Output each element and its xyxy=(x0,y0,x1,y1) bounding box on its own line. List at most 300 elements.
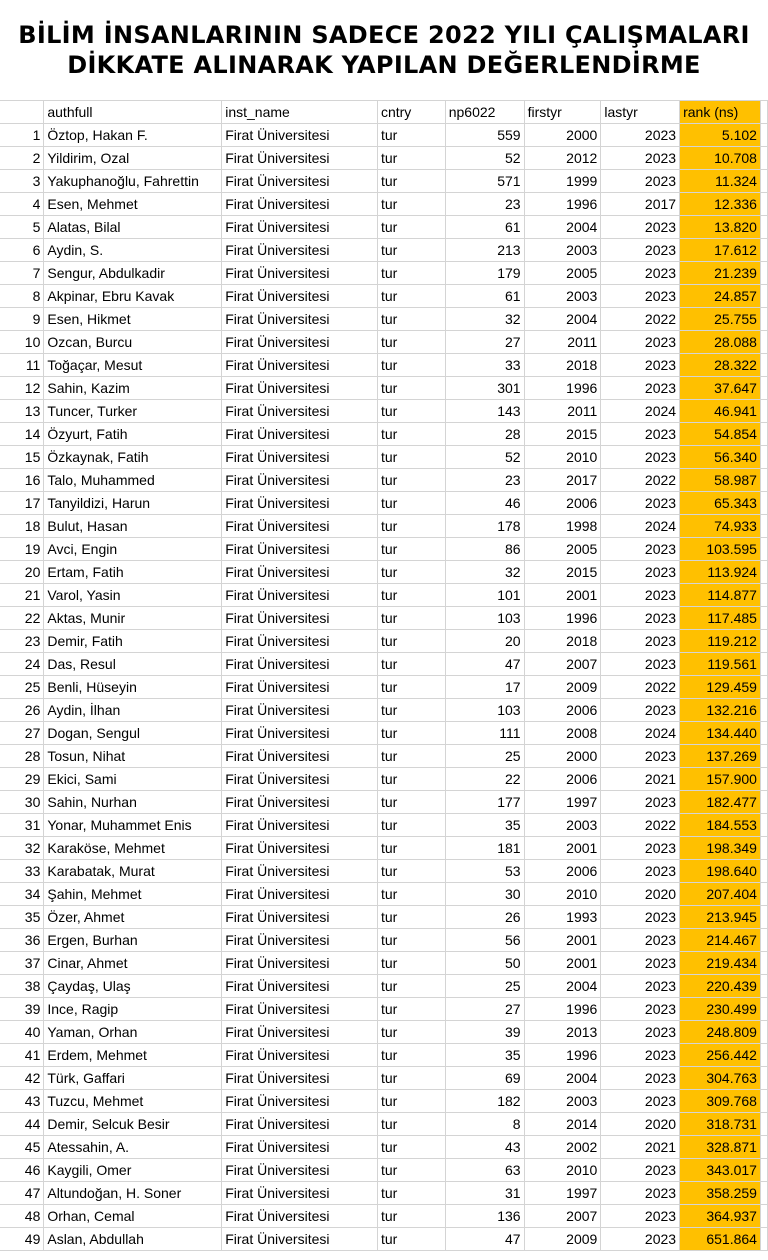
np6022-cell[interactable]: 27 xyxy=(445,998,524,1021)
row-index[interactable]: 13 xyxy=(0,400,44,423)
firstyr-cell[interactable]: 2007 xyxy=(524,1205,601,1228)
cntry-cell[interactable]: tur xyxy=(377,584,445,607)
inst-name-cell[interactable]: Firat Üniversitesi xyxy=(222,584,378,607)
lastyr-cell[interactable]: 2023 xyxy=(601,1044,680,1067)
lastyr-cell[interactable]: 2023 xyxy=(601,653,680,676)
authfull-cell[interactable]: Benli, Hüseyin xyxy=(44,676,222,699)
edge-cell[interactable] xyxy=(760,1067,767,1090)
edge-cell[interactable] xyxy=(760,906,767,929)
np6022-cell[interactable]: 52 xyxy=(445,147,524,170)
firstyr-cell[interactable]: 2009 xyxy=(524,1228,601,1251)
authfull-cell[interactable]: Kaygili, Omer xyxy=(44,1159,222,1182)
np6022-cell[interactable]: 32 xyxy=(445,561,524,584)
row-index[interactable]: 36 xyxy=(0,929,44,952)
np6022-cell[interactable]: 181 xyxy=(445,837,524,860)
rank-cell[interactable]: 318.731 xyxy=(680,1113,761,1136)
firstyr-cell[interactable]: 2003 xyxy=(524,285,601,308)
authfull-cell[interactable]: Tanyildizi, Harun xyxy=(44,492,222,515)
firstyr-cell[interactable]: 2018 xyxy=(524,354,601,377)
rank-cell[interactable]: 65.343 xyxy=(680,492,761,515)
inst-name-cell[interactable]: Firat Üniversitesi xyxy=(222,814,378,837)
lastyr-cell[interactable]: 2023 xyxy=(601,929,680,952)
cntry-cell[interactable]: tur xyxy=(377,1067,445,1090)
cntry-cell[interactable]: tur xyxy=(377,837,445,860)
authfull-cell[interactable]: Sahin, Kazim xyxy=(44,377,222,400)
np6022-cell[interactable]: 28 xyxy=(445,423,524,446)
lastyr-cell[interactable]: 2023 xyxy=(601,1228,680,1251)
inst-name-cell[interactable]: Firat Üniversitesi xyxy=(222,377,378,400)
firstyr-cell[interactable]: 2004 xyxy=(524,975,601,998)
cntry-cell[interactable]: tur xyxy=(377,722,445,745)
rank-cell[interactable]: 651.864 xyxy=(680,1228,761,1251)
header-rank-ns[interactable]: rank (ns) xyxy=(680,101,761,124)
firstyr-cell[interactable]: 2014 xyxy=(524,1113,601,1136)
edge-cell[interactable] xyxy=(760,377,767,400)
edge-cell[interactable] xyxy=(760,331,767,354)
lastyr-cell[interactable]: 2023 xyxy=(601,860,680,883)
lastyr-cell[interactable]: 2023 xyxy=(601,492,680,515)
firstyr-cell[interactable]: 2003 xyxy=(524,814,601,837)
cntry-cell[interactable]: tur xyxy=(377,147,445,170)
row-index[interactable]: 37 xyxy=(0,952,44,975)
inst-name-cell[interactable]: Firat Üniversitesi xyxy=(222,285,378,308)
row-index[interactable]: 38 xyxy=(0,975,44,998)
row-index[interactable]: 12 xyxy=(0,377,44,400)
authfull-cell[interactable]: Sahin, Nurhan xyxy=(44,791,222,814)
firstyr-cell[interactable]: 2018 xyxy=(524,630,601,653)
inst-name-cell[interactable]: Firat Üniversitesi xyxy=(222,239,378,262)
header-lastyr[interactable]: lastyr xyxy=(601,101,680,124)
rank-cell[interactable]: 182.477 xyxy=(680,791,761,814)
lastyr-cell[interactable]: 2023 xyxy=(601,1205,680,1228)
authfull-cell[interactable]: Demir, Fatih xyxy=(44,630,222,653)
authfull-cell[interactable]: Atessahin, A. xyxy=(44,1136,222,1159)
firstyr-cell[interactable]: 2006 xyxy=(524,860,601,883)
rank-cell[interactable]: 117.485 xyxy=(680,607,761,630)
cntry-cell[interactable]: tur xyxy=(377,883,445,906)
rank-cell[interactable]: 56.340 xyxy=(680,446,761,469)
np6022-cell[interactable]: 33 xyxy=(445,354,524,377)
authfull-cell[interactable]: Toğaçar, Mesut xyxy=(44,354,222,377)
lastyr-cell[interactable]: 2021 xyxy=(601,1136,680,1159)
rank-cell[interactable]: 28.322 xyxy=(680,354,761,377)
inst-name-cell[interactable]: Firat Üniversitesi xyxy=(222,538,378,561)
cntry-cell[interactable]: tur xyxy=(377,952,445,975)
inst-name-cell[interactable]: Firat Üniversitesi xyxy=(222,768,378,791)
cntry-cell[interactable]: tur xyxy=(377,653,445,676)
rank-cell[interactable]: 198.349 xyxy=(680,837,761,860)
inst-name-cell[interactable]: Firat Üniversitesi xyxy=(222,676,378,699)
firstyr-cell[interactable]: 2013 xyxy=(524,1021,601,1044)
inst-name-cell[interactable]: Firat Üniversitesi xyxy=(222,147,378,170)
row-index[interactable]: 24 xyxy=(0,653,44,676)
authfull-cell[interactable]: Özkaynak, Fatih xyxy=(44,446,222,469)
inst-name-cell[interactable]: Firat Üniversitesi xyxy=(222,883,378,906)
cntry-cell[interactable]: tur xyxy=(377,1090,445,1113)
authfull-cell[interactable]: Akpinar, Ebru Kavak xyxy=(44,285,222,308)
row-index[interactable]: 46 xyxy=(0,1159,44,1182)
np6022-cell[interactable]: 46 xyxy=(445,492,524,515)
lastyr-cell[interactable]: 2021 xyxy=(601,768,680,791)
np6022-cell[interactable]: 69 xyxy=(445,1067,524,1090)
np6022-cell[interactable]: 571 xyxy=(445,170,524,193)
lastyr-cell[interactable]: 2024 xyxy=(601,722,680,745)
lastyr-cell[interactable]: 2023 xyxy=(601,837,680,860)
authfull-cell[interactable]: Dogan, Sengul xyxy=(44,722,222,745)
rank-cell[interactable]: 230.499 xyxy=(680,998,761,1021)
header-index-cell[interactable] xyxy=(0,101,44,124)
inst-name-cell[interactable]: Firat Üniversitesi xyxy=(222,1021,378,1044)
firstyr-cell[interactable]: 1996 xyxy=(524,1044,601,1067)
firstyr-cell[interactable]: 2015 xyxy=(524,561,601,584)
rank-cell[interactable]: 358.259 xyxy=(680,1182,761,1205)
authfull-cell[interactable]: Aslan, Abdullah xyxy=(44,1228,222,1251)
row-index[interactable]: 20 xyxy=(0,561,44,584)
cntry-cell[interactable]: tur xyxy=(377,446,445,469)
cntry-cell[interactable]: tur xyxy=(377,607,445,630)
row-index[interactable]: 2 xyxy=(0,147,44,170)
authfull-cell[interactable]: Aydin, İlhan xyxy=(44,699,222,722)
cntry-cell[interactable]: tur xyxy=(377,860,445,883)
firstyr-cell[interactable]: 2006 xyxy=(524,699,601,722)
inst-name-cell[interactable]: Firat Üniversitesi xyxy=(222,1182,378,1205)
row-index[interactable]: 18 xyxy=(0,515,44,538)
lastyr-cell[interactable]: 2020 xyxy=(601,883,680,906)
inst-name-cell[interactable]: Firat Üniversitesi xyxy=(222,998,378,1021)
cntry-cell[interactable]: tur xyxy=(377,906,445,929)
row-index[interactable]: 41 xyxy=(0,1044,44,1067)
inst-name-cell[interactable]: Firat Üniversitesi xyxy=(222,1044,378,1067)
inst-name-cell[interactable]: Firat Üniversitesi xyxy=(222,1113,378,1136)
inst-name-cell[interactable]: Firat Üniversitesi xyxy=(222,699,378,722)
lastyr-cell[interactable]: 2023 xyxy=(601,124,680,147)
rank-cell[interactable]: 132.216 xyxy=(680,699,761,722)
lastyr-cell[interactable]: 2023 xyxy=(601,952,680,975)
edge-cell[interactable] xyxy=(760,1136,767,1159)
firstyr-cell[interactable]: 1996 xyxy=(524,193,601,216)
authfull-cell[interactable]: Cinar, Ahmet xyxy=(44,952,222,975)
np6022-cell[interactable]: 101 xyxy=(445,584,524,607)
firstyr-cell[interactable]: 2010 xyxy=(524,883,601,906)
inst-name-cell[interactable]: Firat Üniversitesi xyxy=(222,607,378,630)
np6022-cell[interactable]: 559 xyxy=(445,124,524,147)
rank-cell[interactable]: 198.640 xyxy=(680,860,761,883)
row-index[interactable]: 25 xyxy=(0,676,44,699)
edge-cell[interactable] xyxy=(760,469,767,492)
row-index[interactable]: 44 xyxy=(0,1113,44,1136)
lastyr-cell[interactable]: 2023 xyxy=(601,630,680,653)
np6022-cell[interactable]: 17 xyxy=(445,676,524,699)
authfull-cell[interactable]: Demir, Selcuk Besir xyxy=(44,1113,222,1136)
edge-cell[interactable] xyxy=(760,860,767,883)
firstyr-cell[interactable]: 2009 xyxy=(524,676,601,699)
cntry-cell[interactable]: tur xyxy=(377,676,445,699)
edge-cell[interactable] xyxy=(760,446,767,469)
edge-cell[interactable] xyxy=(760,722,767,745)
np6022-cell[interactable]: 22 xyxy=(445,768,524,791)
firstyr-cell[interactable]: 2004 xyxy=(524,216,601,239)
rank-cell[interactable]: 37.647 xyxy=(680,377,761,400)
rank-cell[interactable]: 119.561 xyxy=(680,653,761,676)
np6022-cell[interactable]: 52 xyxy=(445,446,524,469)
np6022-cell[interactable]: 179 xyxy=(445,262,524,285)
np6022-cell[interactable]: 23 xyxy=(445,193,524,216)
authfull-cell[interactable]: Tosun, Nihat xyxy=(44,745,222,768)
rank-cell[interactable]: 256.442 xyxy=(680,1044,761,1067)
firstyr-cell[interactable]: 1996 xyxy=(524,998,601,1021)
lastyr-cell[interactable]: 2023 xyxy=(601,1159,680,1182)
authfull-cell[interactable]: Karabatak, Murat xyxy=(44,860,222,883)
lastyr-cell[interactable]: 2023 xyxy=(601,906,680,929)
row-index[interactable]: 47 xyxy=(0,1182,44,1205)
authfull-cell[interactable]: Yonar, Muhammet Enis xyxy=(44,814,222,837)
cntry-cell[interactable]: tur xyxy=(377,216,445,239)
edge-cell[interactable] xyxy=(760,630,767,653)
lastyr-cell[interactable]: 2023 xyxy=(601,239,680,262)
authfull-cell[interactable]: Esen, Mehmet xyxy=(44,193,222,216)
cntry-cell[interactable]: tur xyxy=(377,377,445,400)
inst-name-cell[interactable]: Firat Üniversitesi xyxy=(222,952,378,975)
lastyr-cell[interactable]: 2023 xyxy=(601,791,680,814)
lastyr-cell[interactable]: 2022 xyxy=(601,469,680,492)
np6022-cell[interactable]: 25 xyxy=(445,975,524,998)
authfull-cell[interactable]: Tuncer, Turker xyxy=(44,400,222,423)
authfull-cell[interactable]: Şahin, Mehmet xyxy=(44,883,222,906)
rank-cell[interactable]: 24.857 xyxy=(680,285,761,308)
firstyr-cell[interactable]: 2001 xyxy=(524,837,601,860)
np6022-cell[interactable]: 26 xyxy=(445,906,524,929)
firstyr-cell[interactable]: 2011 xyxy=(524,400,601,423)
np6022-cell[interactable]: 63 xyxy=(445,1159,524,1182)
cntry-cell[interactable]: tur xyxy=(377,814,445,837)
rank-cell[interactable]: 219.434 xyxy=(680,952,761,975)
firstyr-cell[interactable]: 2003 xyxy=(524,1090,601,1113)
authfull-cell[interactable]: Türk, Gaffari xyxy=(44,1067,222,1090)
inst-name-cell[interactable]: Firat Üniversitesi xyxy=(222,837,378,860)
lastyr-cell[interactable]: 2020 xyxy=(601,1113,680,1136)
rank-cell[interactable]: 113.924 xyxy=(680,561,761,584)
firstyr-cell[interactable]: 1996 xyxy=(524,607,601,630)
lastyr-cell[interactable]: 2022 xyxy=(601,308,680,331)
edge-cell[interactable] xyxy=(760,1205,767,1228)
authfull-cell[interactable]: Ozcan, Burcu xyxy=(44,331,222,354)
inst-name-cell[interactable]: Firat Üniversitesi xyxy=(222,308,378,331)
authfull-cell[interactable]: Ince, Ragip xyxy=(44,998,222,1021)
rank-cell[interactable]: 25.755 xyxy=(680,308,761,331)
row-index[interactable]: 29 xyxy=(0,768,44,791)
rank-cell[interactable]: 220.439 xyxy=(680,975,761,998)
cntry-cell[interactable]: tur xyxy=(377,515,445,538)
header-cntry[interactable]: cntry xyxy=(377,101,445,124)
edge-cell[interactable] xyxy=(760,1044,767,1067)
cntry-cell[interactable]: tur xyxy=(377,1113,445,1136)
inst-name-cell[interactable]: Firat Üniversitesi xyxy=(222,630,378,653)
inst-name-cell[interactable]: Firat Üniversitesi xyxy=(222,354,378,377)
rank-cell[interactable]: 28.088 xyxy=(680,331,761,354)
authfull-cell[interactable]: Bulut, Hasan xyxy=(44,515,222,538)
header-authfull[interactable]: authfull xyxy=(44,101,222,124)
rank-cell[interactable]: 364.937 xyxy=(680,1205,761,1228)
lastyr-cell[interactable]: 2022 xyxy=(601,676,680,699)
rank-cell[interactable]: 214.467 xyxy=(680,929,761,952)
rank-cell[interactable]: 129.459 xyxy=(680,676,761,699)
np6022-cell[interactable]: 53 xyxy=(445,860,524,883)
rank-cell[interactable]: 207.404 xyxy=(680,883,761,906)
lastyr-cell[interactable]: 2023 xyxy=(601,147,680,170)
authfull-cell[interactable]: Yakuphanoğlu, Fahrettin xyxy=(44,170,222,193)
authfull-cell[interactable]: Orhan, Cemal xyxy=(44,1205,222,1228)
firstyr-cell[interactable]: 2001 xyxy=(524,929,601,952)
row-index[interactable]: 34 xyxy=(0,883,44,906)
np6022-cell[interactable]: 143 xyxy=(445,400,524,423)
cntry-cell[interactable]: tur xyxy=(377,193,445,216)
rank-cell[interactable]: 114.877 xyxy=(680,584,761,607)
inst-name-cell[interactable]: Firat Üniversitesi xyxy=(222,469,378,492)
np6022-cell[interactable]: 86 xyxy=(445,538,524,561)
authfull-cell[interactable]: Karaköse, Mehmet xyxy=(44,837,222,860)
np6022-cell[interactable]: 27 xyxy=(445,331,524,354)
inst-name-cell[interactable]: Firat Üniversitesi xyxy=(222,423,378,446)
np6022-cell[interactable]: 61 xyxy=(445,285,524,308)
lastyr-cell[interactable]: 2023 xyxy=(601,170,680,193)
edge-cell[interactable] xyxy=(760,768,767,791)
lastyr-cell[interactable]: 2023 xyxy=(601,1021,680,1044)
cntry-cell[interactable]: tur xyxy=(377,791,445,814)
authfull-cell[interactable]: Aktas, Munir xyxy=(44,607,222,630)
firstyr-cell[interactable]: 2006 xyxy=(524,768,601,791)
edge-cell[interactable] xyxy=(760,400,767,423)
inst-name-cell[interactable]: Firat Üniversitesi xyxy=(222,745,378,768)
cntry-cell[interactable]: tur xyxy=(377,975,445,998)
lastyr-cell[interactable]: 2023 xyxy=(601,975,680,998)
row-index[interactable]: 6 xyxy=(0,239,44,262)
inst-name-cell[interactable]: Firat Üniversitesi xyxy=(222,400,378,423)
edge-cell[interactable] xyxy=(760,676,767,699)
np6022-cell[interactable]: 213 xyxy=(445,239,524,262)
firstyr-cell[interactable]: 2000 xyxy=(524,745,601,768)
row-index[interactable]: 14 xyxy=(0,423,44,446)
np6022-cell[interactable]: 43 xyxy=(445,1136,524,1159)
row-index[interactable]: 33 xyxy=(0,860,44,883)
lastyr-cell[interactable]: 2023 xyxy=(601,423,680,446)
rank-cell[interactable]: 343.017 xyxy=(680,1159,761,1182)
row-index[interactable]: 10 xyxy=(0,331,44,354)
lastyr-cell[interactable]: 2022 xyxy=(601,814,680,837)
firstyr-cell[interactable]: 2010 xyxy=(524,1159,601,1182)
firstyr-cell[interactable]: 2007 xyxy=(524,653,601,676)
rank-cell[interactable]: 13.820 xyxy=(680,216,761,239)
row-index[interactable]: 22 xyxy=(0,607,44,630)
authfull-cell[interactable]: Esen, Hikmet xyxy=(44,308,222,331)
authfull-cell[interactable]: Altundoğan, H. Soner xyxy=(44,1182,222,1205)
cntry-cell[interactable]: tur xyxy=(377,423,445,446)
np6022-cell[interactable]: 32 xyxy=(445,308,524,331)
lastyr-cell[interactable]: 2023 xyxy=(601,446,680,469)
lastyr-cell[interactable]: 2023 xyxy=(601,216,680,239)
np6022-cell[interactable]: 136 xyxy=(445,1205,524,1228)
authfull-cell[interactable]: Talo, Muhammed xyxy=(44,469,222,492)
firstyr-cell[interactable]: 1998 xyxy=(524,515,601,538)
firstyr-cell[interactable]: 2006 xyxy=(524,492,601,515)
edge-cell[interactable] xyxy=(760,584,767,607)
rank-cell[interactable]: 12.336 xyxy=(680,193,761,216)
firstyr-cell[interactable]: 2001 xyxy=(524,952,601,975)
inst-name-cell[interactable]: Firat Üniversitesi xyxy=(222,262,378,285)
inst-name-cell[interactable]: Firat Üniversitesi xyxy=(222,653,378,676)
lastyr-cell[interactable]: 2017 xyxy=(601,193,680,216)
edge-cell[interactable] xyxy=(760,308,767,331)
rank-cell[interactable]: 328.871 xyxy=(680,1136,761,1159)
lastyr-cell[interactable]: 2023 xyxy=(601,538,680,561)
rank-cell[interactable]: 213.945 xyxy=(680,906,761,929)
inst-name-cell[interactable]: Firat Üniversitesi xyxy=(222,1159,378,1182)
row-index[interactable]: 48 xyxy=(0,1205,44,1228)
row-index[interactable]: 7 xyxy=(0,262,44,285)
firstyr-cell[interactable]: 2003 xyxy=(524,239,601,262)
authfull-cell[interactable]: Alatas, Bilal xyxy=(44,216,222,239)
cntry-cell[interactable]: tur xyxy=(377,262,445,285)
cntry-cell[interactable]: tur xyxy=(377,1044,445,1067)
rank-cell[interactable]: 46.941 xyxy=(680,400,761,423)
header-inst-name[interactable]: inst_name xyxy=(222,101,378,124)
cntry-cell[interactable]: tur xyxy=(377,768,445,791)
np6022-cell[interactable]: 20 xyxy=(445,630,524,653)
np6022-cell[interactable]: 47 xyxy=(445,1228,524,1251)
firstyr-cell[interactable]: 1997 xyxy=(524,1182,601,1205)
inst-name-cell[interactable]: Firat Üniversitesi xyxy=(222,1228,378,1251)
authfull-cell[interactable]: Aydin, S. xyxy=(44,239,222,262)
rank-cell[interactable]: 309.768 xyxy=(680,1090,761,1113)
firstyr-cell[interactable]: 2005 xyxy=(524,262,601,285)
cntry-cell[interactable]: tur xyxy=(377,929,445,952)
np6022-cell[interactable]: 103 xyxy=(445,699,524,722)
edge-cell[interactable] xyxy=(760,124,767,147)
edge-cell[interactable] xyxy=(760,791,767,814)
inst-name-cell[interactable]: Firat Üniversitesi xyxy=(222,1136,378,1159)
edge-cell[interactable] xyxy=(760,929,767,952)
rank-cell[interactable]: 10.708 xyxy=(680,147,761,170)
row-index[interactable]: 35 xyxy=(0,906,44,929)
lastyr-cell[interactable]: 2023 xyxy=(601,285,680,308)
authfull-cell[interactable]: Özer, Ahmet xyxy=(44,906,222,929)
row-index[interactable]: 11 xyxy=(0,354,44,377)
inst-name-cell[interactable]: Firat Üniversitesi xyxy=(222,1205,378,1228)
lastyr-cell[interactable]: 2023 xyxy=(601,745,680,768)
row-index[interactable]: 15 xyxy=(0,446,44,469)
np6022-cell[interactable]: 47 xyxy=(445,653,524,676)
inst-name-cell[interactable]: Firat Üniversitesi xyxy=(222,1067,378,1090)
firstyr-cell[interactable]: 2015 xyxy=(524,423,601,446)
row-index[interactable]: 43 xyxy=(0,1090,44,1113)
edge-cell[interactable] xyxy=(760,561,767,584)
edge-cell[interactable] xyxy=(760,515,767,538)
authfull-cell[interactable]: Ekici, Sami xyxy=(44,768,222,791)
firstyr-cell[interactable]: 2008 xyxy=(524,722,601,745)
inst-name-cell[interactable]: Firat Üniversitesi xyxy=(222,193,378,216)
rank-cell[interactable]: 137.269 xyxy=(680,745,761,768)
np6022-cell[interactable]: 39 xyxy=(445,1021,524,1044)
lastyr-cell[interactable]: 2023 xyxy=(601,1090,680,1113)
authfull-cell[interactable]: Öztop, Hakan F. xyxy=(44,124,222,147)
np6022-cell[interactable]: 31 xyxy=(445,1182,524,1205)
authfull-cell[interactable]: Ertam, Fatih xyxy=(44,561,222,584)
row-index[interactable]: 5 xyxy=(0,216,44,239)
rank-cell[interactable]: 157.900 xyxy=(680,768,761,791)
inst-name-cell[interactable]: Firat Üniversitesi xyxy=(222,515,378,538)
np6022-cell[interactable]: 35 xyxy=(445,1044,524,1067)
edge-cell[interactable] xyxy=(760,837,767,860)
rank-cell[interactable]: 17.612 xyxy=(680,239,761,262)
